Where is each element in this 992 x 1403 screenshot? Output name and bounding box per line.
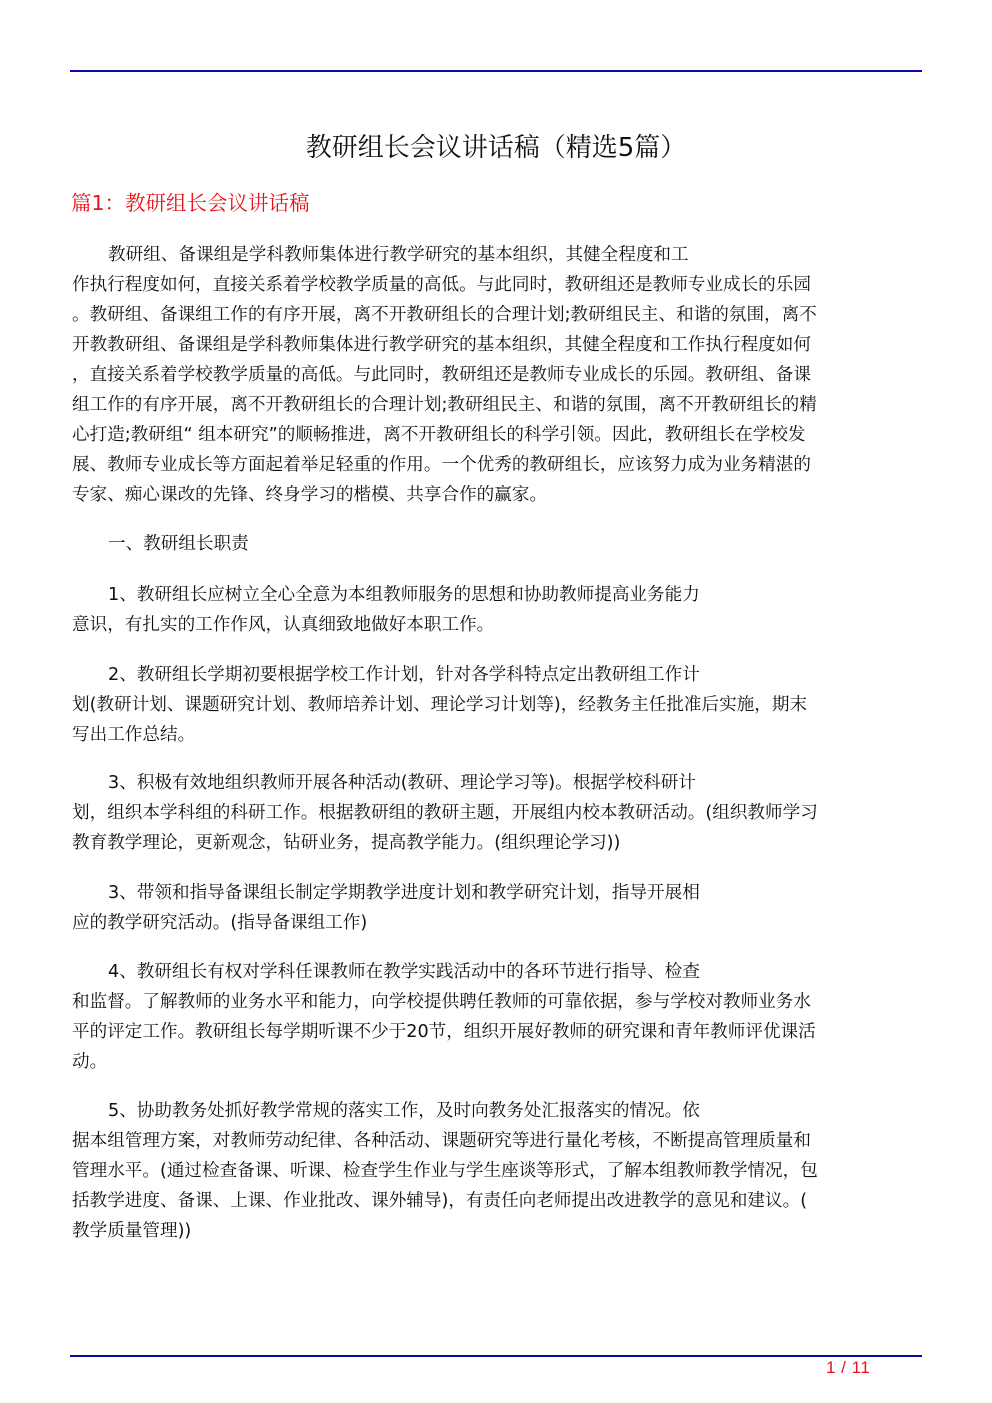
text-line: 教研组、备课组是学科教师集体进行教学研究的基本组织，其健全程度和工 bbox=[108, 245, 689, 265]
text-line: 应的教学研究活动。(指导备课组工作) bbox=[72, 913, 368, 933]
page-indicator: 1 / 11 bbox=[826, 1358, 871, 1377]
paragraph-intro bbox=[72, 240, 922, 510]
text-line: 管理水平。(通过检查备课、听课、检查学生作业与学生座谈等形式，了解本组教师教学情况，包 bbox=[72, 1161, 818, 1181]
text-line: 平的评定工作。教研组长每学期听课不少于20节，组织开展好教师的研究课和青年教师评优课活 bbox=[72, 1022, 816, 1042]
text-line: 组工作的有序开展，离不开教研组长的合理计划;教研组民主、和谐的氛围，离不开教研组长的精 bbox=[72, 395, 817, 415]
text-line: 1、教研组长应树立全心全意为本组教师服务的思想和协助教师提高业务能力 bbox=[108, 585, 700, 605]
text-line: 展、教师专业成长等方面起着举足轻重的作用。一个优秀的教研组长，应该努力成为业务精湛的 bbox=[72, 455, 811, 475]
paragraph-item-5 bbox=[72, 1096, 922, 1246]
text-line: 划(教研计划、课题研究计划、教师培养计划、理论学习计划等)，经教务主任批准后实施，期末 bbox=[72, 695, 808, 715]
text-line: 作执行程度如何，直接关系着学校教学质量的高低。与此同时，教研组还是教师专业成长的乐园 bbox=[72, 275, 811, 295]
text-line: 专家、痴心课改的先锋、终身学习的楷模、共享合作的赢家。 bbox=[72, 485, 548, 505]
text-line: 括教学进度、备课、上课、作业批改、课外辅导)，有责任向老师提出改进教学的意见和建议。( bbox=[72, 1191, 808, 1211]
section-heading: 篇1：教研组长会议讲话稿 bbox=[71, 191, 310, 215]
footer-rule bbox=[70, 1355, 922, 1357]
paragraph-item-3b bbox=[72, 878, 922, 938]
text-line: 一、教研组长职责 bbox=[108, 534, 249, 554]
text-line: 3、带领和指导备课组长制定学期教学进度计划和教学研究计划，指导开展相 bbox=[108, 883, 700, 903]
text-line: 教学质量管理)) bbox=[72, 1221, 192, 1241]
text-line: 2、教研组长学期初要根据学校工作计划，针对各学科特点定出教研组工作计 bbox=[108, 665, 700, 685]
paragraph-item-1 bbox=[72, 580, 922, 640]
header-rule bbox=[70, 70, 922, 72]
text-line: 。教研组、备课组工作的有序开展，离不开教研组长的合理计划;教研组民主、和谐的氛围，离不 bbox=[72, 305, 817, 325]
paragraph-item-3a bbox=[72, 768, 922, 858]
text-line: 意识，有扎实的工作作风，认真细致地做好本职工作。 bbox=[72, 615, 495, 635]
text-line: 开教教研组、备课组是学科教师集体进行教学研究的基本组织，其健全程度和工作执行程度如何 bbox=[72, 335, 811, 355]
text-line: 教育教学理论，更新观念，钻研业务，提高教学能力。(组织理论学习)) bbox=[72, 833, 621, 853]
text-line: 划，组织本学科组的科研工作。根据教研组的教研主题，开展组内校本教研活动。(组织教师学习 bbox=[72, 803, 818, 823]
text-line: 动。 bbox=[72, 1052, 108, 1072]
text-line: 3、积极有效地组织教师开展各种活动(教研、理论学习等)。根据学校科研计 bbox=[108, 773, 696, 793]
subsection-heading bbox=[72, 529, 922, 559]
text-line: 写出工作总结。 bbox=[72, 725, 196, 745]
text-line: 据本组管理方案，对教师劳动纪律、各种活动、课题研究等进行量化考核，不断提高管理质量和 bbox=[72, 1131, 811, 1151]
text-line: 4、教研组长有权对学科任课教师在教学实践活动中的各环节进行指导、检查 bbox=[108, 962, 700, 982]
paragraph-item-2 bbox=[72, 660, 922, 750]
text-line: 5、协助教务处抓好教学常规的落实工作，及时向教务处汇报落实的情况。依 bbox=[108, 1101, 700, 1121]
document-title: 教研组长会议讲话稿（精选5篇） bbox=[305, 133, 687, 163]
paragraph-item-4 bbox=[72, 957, 922, 1077]
text-line: ，直接关系着学校教学质量的高低。与此同时，教研组还是教师专业成长的乐园。教研组、备课 bbox=[72, 365, 811, 385]
text-line: 和监督。了解教师的业务水平和能力，向学校提供聘任教师的可靠依据，参与学校对教师业务水 bbox=[72, 992, 811, 1012]
text-line: 心打造;教研组“ 组本研究”的顺畅推进，离不开教研组长的科学引领。因此，教研组长在学校发 bbox=[72, 425, 806, 445]
